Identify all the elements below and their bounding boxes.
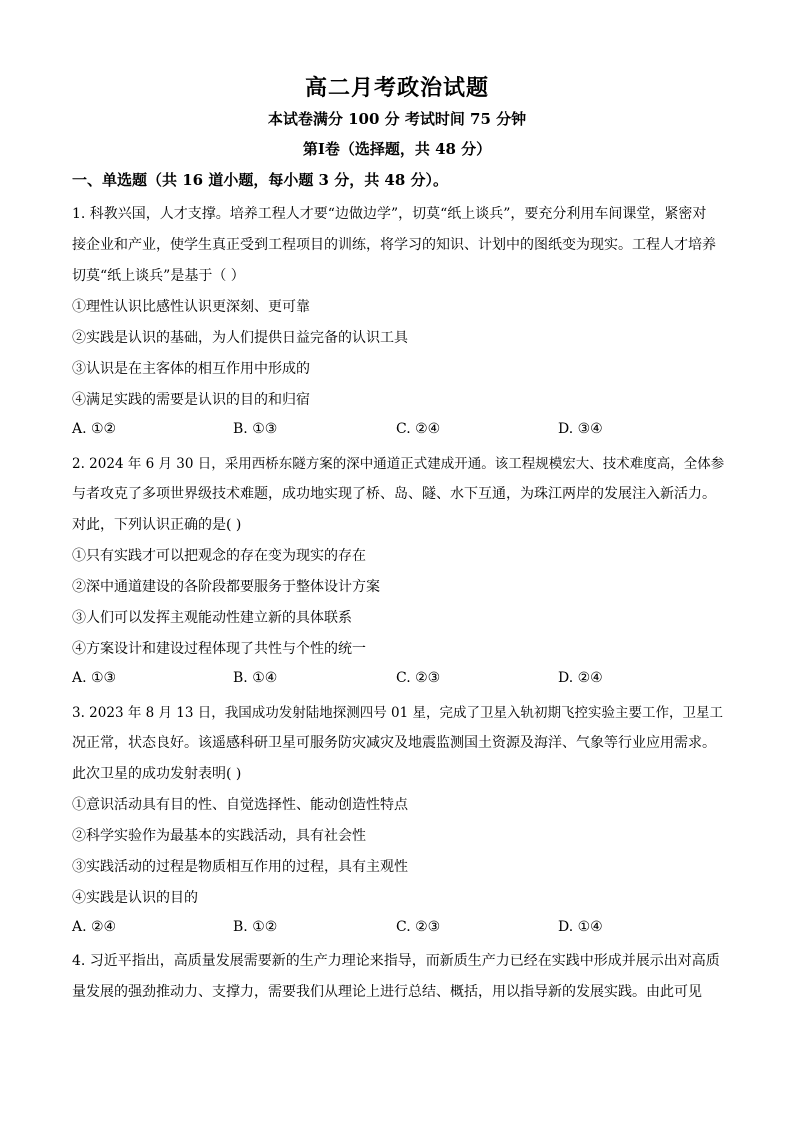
question-3-line-1: 3. 2023 年 8 月 13 日，我国成功发射陆地探测四号 01 星，完成了卫星入轨初期飞控实验主要工作，卫星工 (72, 705, 724, 721)
question-2-option-c: C. ②③ (396, 670, 441, 686)
question-1-line-3: 切莫“纸上谈兵”是基于（ ） (72, 268, 245, 284)
question-1-statement-2: ②实践是认识的基础，为人们提供日益完备的认识工具 (72, 330, 408, 346)
page-title: 高二月考政治试题 (304, 75, 489, 101)
question-2-option-b: B. ①④ (233, 670, 278, 686)
question-1-option-d: D. ③④ (558, 421, 603, 437)
question-3-option-c: C. ②③ (396, 919, 441, 935)
question-2-statement-3: ③人们可以发挥主观能动性建立新的具体联系 (72, 610, 352, 626)
question-3-option-a: A. ②④ (72, 919, 117, 935)
volume-heading: 第Ⅰ卷（选择题，共 48 分） (302, 140, 492, 158)
question-3-statement-3: ③实践活动的过程是物质相互作用的过程，具有主观性 (72, 859, 408, 875)
question-2-statement-4: ④方案设计和建设过程体现了共性与个性的统一 (72, 641, 366, 657)
question-2-line-3: 对此，下列认识正确的是( ) (72, 517, 242, 533)
question-3-line-2: 况正常，状态良好。该遥感科研卫星可服务防灾减灾及地震监测国土资源及海洋、气象等行业应用需求。 (72, 735, 716, 751)
question-2-line-1: 2. 2024 年 6 月 30 日，采用西桥东隧方案的深中通道正式建成开通。该工程规模宏大、技术难度高，全体参 (72, 456, 725, 472)
question-1-line-2: 接企业和产业，使学生真正受到工程项目的训练，将学习的知识、计划中的图纸变为现实。工程人才培养 (72, 237, 716, 253)
question-2-option-d: D. ②④ (558, 670, 603, 686)
question-1-statement-4: ④满足实践的需要是认识的目的和归宿 (72, 392, 310, 408)
question-2-option-a: A. ①③ (72, 670, 117, 686)
question-1-option-b: B. ①③ (233, 421, 278, 437)
question-2-statement-2: ②深中通道建设的各阶段都要服务于整体设计方案 (72, 579, 380, 595)
question-2-statement-1: ①只有实践才可以把观念的存在变为现实的存在 (72, 548, 366, 564)
question-2-line-2: 与者攻克了多项世界级技术难题，成功地实现了桥、岛、隧、水下互通，为珠江两岸的发展注入新活力。 (72, 486, 716, 502)
question-3-option-d: D. ①④ (558, 919, 603, 935)
question-3-statement-4: ④实践是认识的目的 (72, 890, 198, 906)
question-4-line-2: 量发展的强劲推动力、支撑力，需要我们从理论上进行总结、概括，用以指导新的发展实践。由此可见 (72, 984, 702, 1000)
question-1-option-a: A. ①② (72, 421, 117, 437)
question-3-statement-2: ②科学实验作为最基本的实践活动，具有社会性 (72, 828, 366, 844)
question-1-line-1: 1. 科教兴国，人才支撑。培养工程人才要“边做边学”，切莫“纸上谈兵”，要充分利用车间课堂，紧密对 (72, 206, 707, 222)
question-3-statement-1: ①意识活动具有目的性、自觉选择性、能动创造性特点 (72, 797, 408, 813)
question-3-line-3: 此次卫星的成功发射表明( ) (72, 766, 242, 782)
question-1-option-c: C. ②④ (396, 421, 441, 437)
exam-info: 本试卷满分 100 分 考试时间 75 分钟 (267, 110, 527, 128)
question-1-statement-3: ③认识是在主客体的相互作用中形成的 (72, 361, 310, 377)
question-3-option-b: B. ①② (233, 919, 278, 935)
section-heading: 一、单选题（共 16 道小题，每小题 3 分，共 48 分）。 (72, 171, 449, 189)
question-1-statement-1: ①理性认识比感性认识更深刻、更可靠 (72, 299, 310, 315)
question-4-line-1: 4. 习近平指出，高质量发展需要新的生产力理论来指导，而新质生产力已经在实践中形成并展示出对高质 (72, 953, 720, 969)
